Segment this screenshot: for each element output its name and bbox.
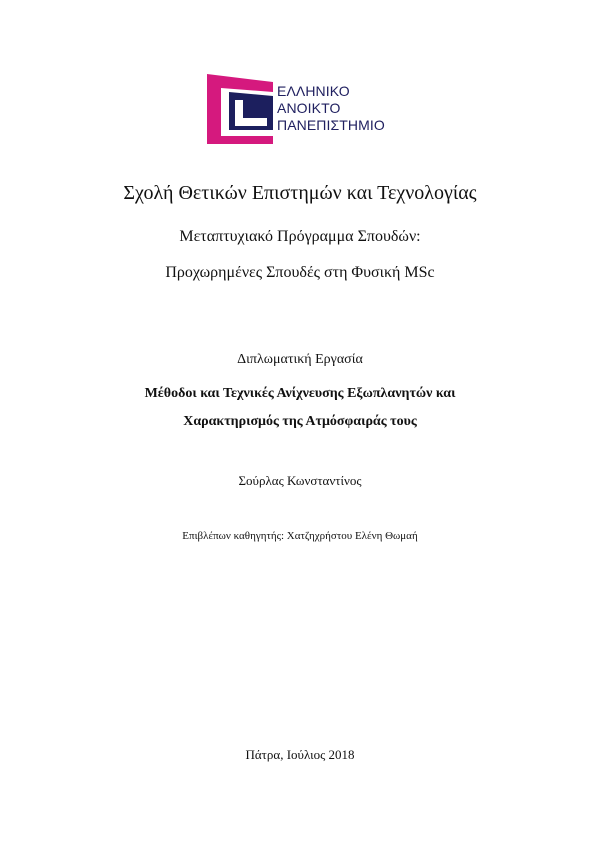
thesis-label: Διπλωματική Εργασία — [237, 352, 363, 367]
logo-line-2: ΑΝΟΙΚΤΟ — [277, 100, 341, 116]
school-name: Σχολή Θετικών Επιστημών και Τεχνολογίας — [123, 182, 477, 204]
university-logo — [207, 72, 397, 144]
logo-line-1: ΕΛΛΗΝΙΚΟ — [277, 83, 350, 99]
thesis-title-line-2: Χαρακτηρισμός της Ατμόσφαιράς τους — [183, 414, 417, 429]
program-line-1: Μεταπτυχιακό Πρόγραμμα Σπουδών: — [179, 228, 421, 245]
logo-mark-icon — [207, 72, 273, 144]
author-name: Σούρλας Κωνσταντίνος — [238, 473, 362, 488]
program-line-2: Προχωρημένες Σπουδές στη Φυσική MSc — [165, 264, 435, 281]
logo-line-3: ΠΑΝΕΠΙΣΤΗΜΙΟ — [277, 117, 385, 133]
supervisor: Επιβλέπων καθηγητής: Χατζηχρήστου Ελένη Θωμαή — [182, 530, 418, 542]
thesis-title-line-1: Μέθοδοι και Τεχνικές Ανίχνευσης Εξωπλανητών και — [144, 386, 456, 401]
place-date: Πάτρα, Ιούλιος 2018 — [245, 747, 355, 762]
logo-text — [277, 83, 385, 134]
